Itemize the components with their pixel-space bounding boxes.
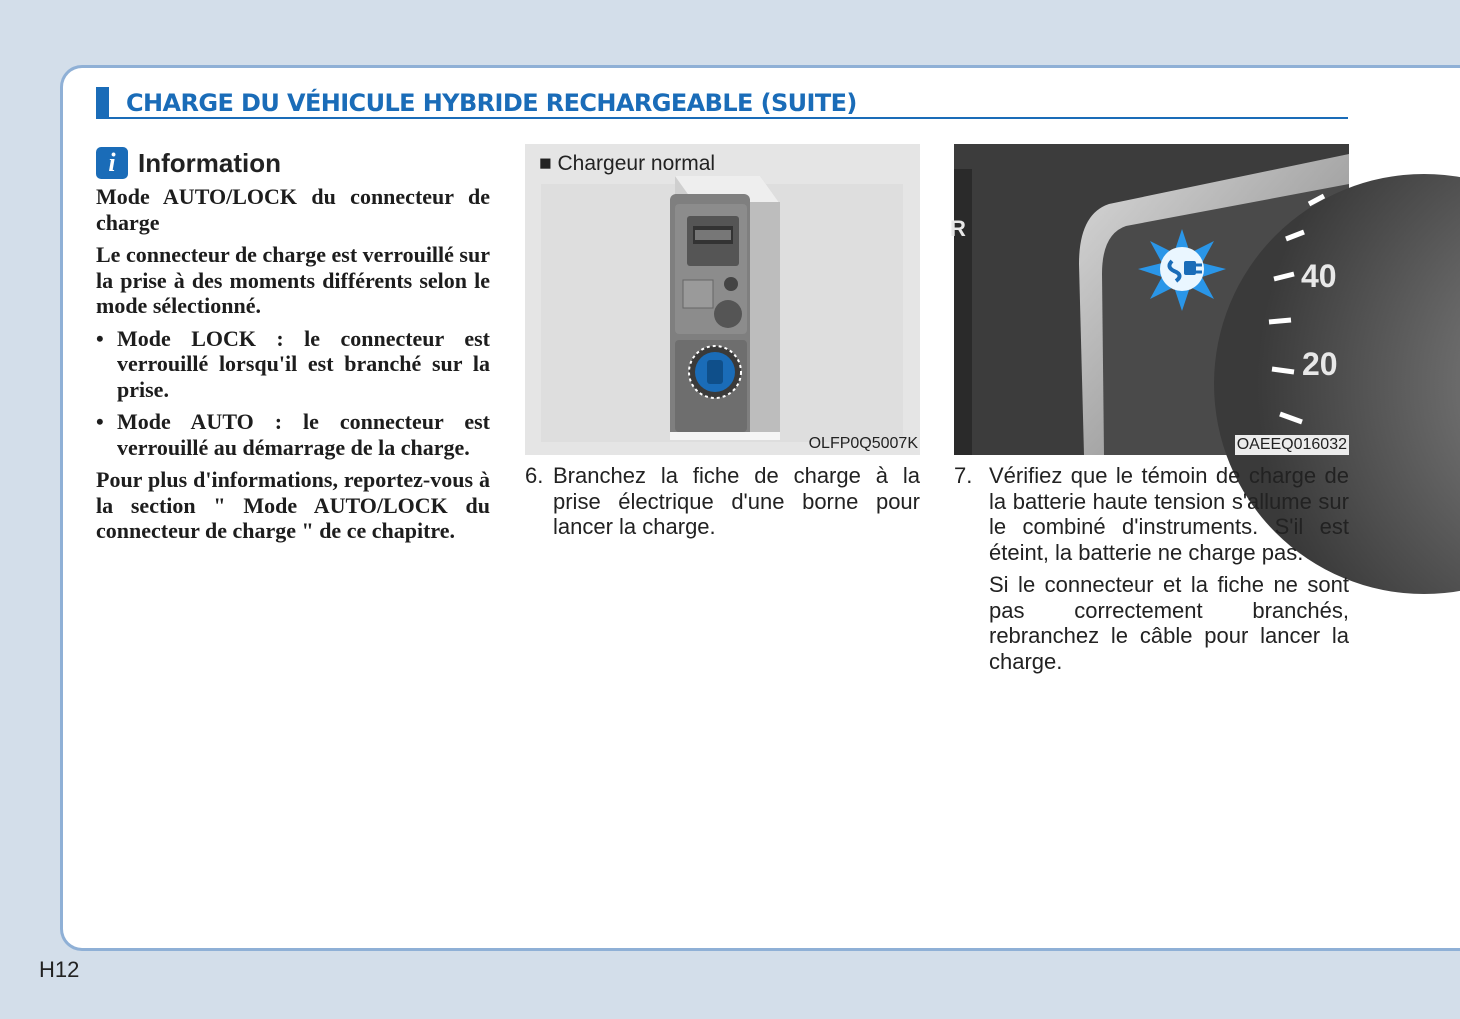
section-header: [96, 87, 1348, 119]
gauge-edge-letter: R: [950, 216, 966, 241]
figure-charging-station: [525, 144, 920, 455]
figure-instrument-cluster: [950, 144, 1349, 455]
step-text: Branchez la fiche de charge à la prise électrique d'une borne pour lancer la charge.: [553, 463, 920, 539]
step-number: 6.: [525, 463, 544, 488]
charging-station-illustration: [525, 144, 920, 455]
figure-code: OLFP0Q5007K: [808, 435, 918, 452]
step-text: Vérifiez que le témoin de charge de la batterie haute tension s'allume sur le combiné d'instruments. S'il est éteint, la batterie ne charge pas.: [989, 463, 1349, 565]
information-box: [96, 146, 490, 551]
step-text-secondary: Si le connecteur et la fiche ne sont pas correctement branchés, rebranchez le câble pour lancer la charge.: [989, 572, 1349, 674]
step-7: [954, 463, 1349, 681]
information-title: Information: [138, 147, 281, 178]
bullet-text-auto: Mode AUTO : le connecteur est verrouillé au démarrage de la charge.: [117, 409, 490, 460]
information-footer: Pour plus d'informations, reportez-vous à la section " Mode AUTO/LOCK du connecteur de charge " de ce chapitre.: [96, 467, 490, 543]
list-item: [96, 409, 490, 460]
information-heading: [96, 146, 490, 180]
gauge-label-40: 40: [1301, 258, 1337, 294]
list-item: [96, 326, 490, 403]
bullet-mark: •: [96, 325, 104, 351]
gauge-label-20: 20: [1302, 346, 1338, 382]
information-subtitle: Mode AUTO/LOCK du connecteur de charge: [96, 184, 490, 235]
information-intro: Le connecteur de charge est verrouillé sur la prise à des moments différents selon le mode sélectionné.: [96, 242, 490, 318]
bullet-text-lock: Mode LOCK : le connecteur est verrouillé lorsqu'il est branché sur la prise.: [117, 325, 490, 402]
instrument-cluster-illustration: [954, 144, 1349, 455]
bullet-mark: •: [96, 409, 104, 434]
step-6: [525, 463, 920, 547]
figure-code: OAEEQ016032: [1236, 436, 1347, 453]
section-title: CHARGE DU VÉHICULE HYBRIDE RECHARGEABLE (SUITE): [126, 89, 857, 117]
info-icon: i: [96, 147, 128, 179]
header-marker: [96, 87, 109, 117]
page-number: H12: [39, 957, 80, 982]
step-number: 7.: [954, 463, 973, 488]
figure-caption: ■ Chargeur normal: [539, 152, 716, 175]
